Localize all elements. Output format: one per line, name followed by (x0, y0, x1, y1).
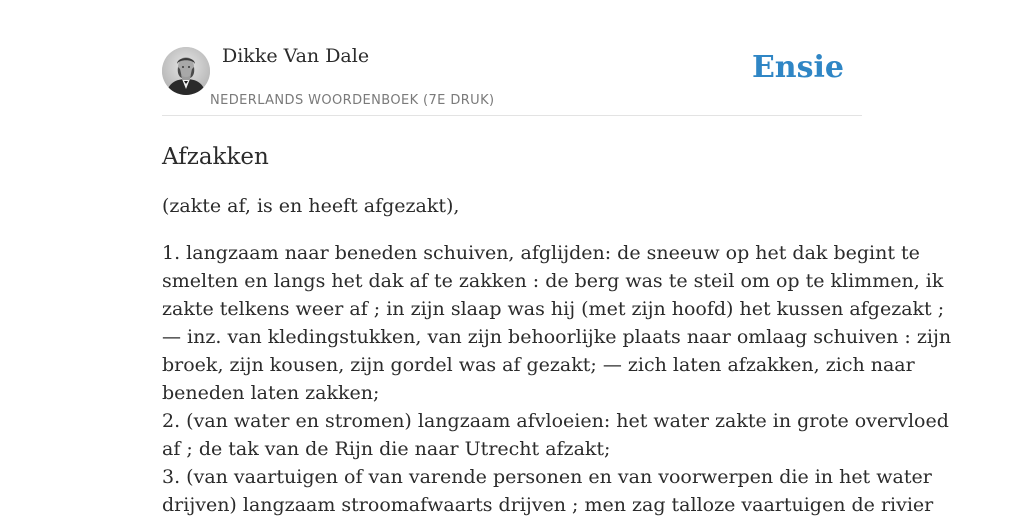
author-avatar[interactable] (162, 47, 210, 95)
entry-definition (162, 239, 952, 519)
page-container (162, 0, 952, 519)
entry-grammar: (zakte af, is en heeft afgezakt), (162, 195, 460, 217)
entry-title: Afzakken (162, 144, 269, 170)
definition-line: 1. langzaam naar beneden schuiven, afglijden: de sneeuw op het dak begint te (162, 242, 920, 264)
header (162, 0, 862, 116)
author-link[interactable]: Dikke Van Dale (222, 45, 370, 67)
definition-line: broek, zijn kousen, zijn gordel was af gezakt; — zich laten afzakken, zich naar (162, 354, 915, 376)
definition-line: smelten en langs het dak af te zakken : de berg was te steil om op te klimmen, ik (162, 270, 944, 292)
portrait-image (162, 47, 210, 95)
definition-line: zakte telkens weer af ; in zijn slaap was hij (met zijn hoofd) het kussen afgezakt ; (162, 298, 945, 320)
definition-line: — inz. van kledingstukken, van zijn behoorlijke plaats naar omlaag schuiven : zijn (162, 326, 952, 348)
definition-line: drijven) langzaam stroomafwaarts drijven ; men zag talloze vaartuigen de rivier (162, 494, 934, 516)
definition-line: 3. (van vaartuigen of van varende personen en van voorwerpen die in het water (162, 466, 932, 488)
brand-logo[interactable]: Ensie (751, 50, 844, 85)
definition-line: 2. (van water en stromen) langzaam afvloeien: het water zakte in grote overvloed (162, 410, 949, 432)
definition-line: beneden laten zakken; (162, 382, 380, 404)
definition-line: af ; de tak van de Rijn die naar Utrecht afzakt; (162, 438, 611, 460)
source-label: NEDERLANDS WOORDENBOEK (7E DRUK) (210, 93, 495, 108)
